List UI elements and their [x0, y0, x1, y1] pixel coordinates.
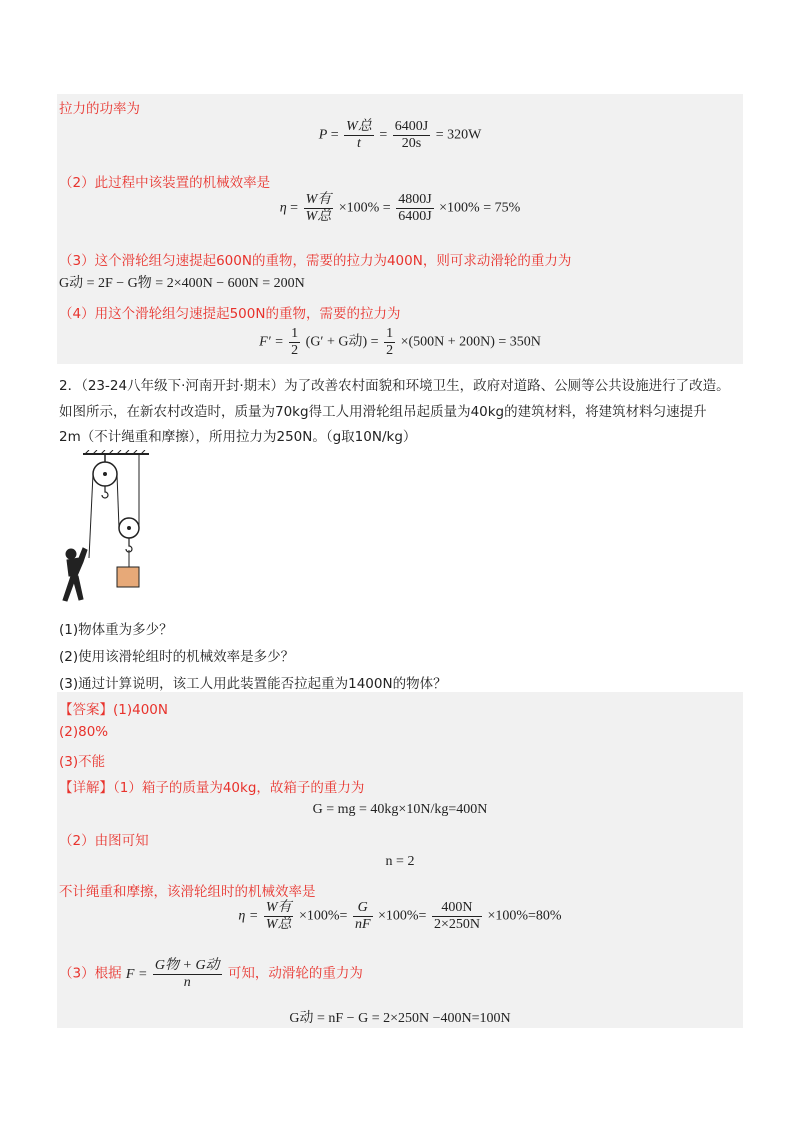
power-formula: P = $\frac{\text{W总}}{t}$ = $\frac{6400J}{20s}$ = 320W: [318, 119, 482, 151]
question-2-line2: 如图所示，在新农村改造时，质量为70kg得工人用滑轮组吊起质量为40kg的建筑材料，将建筑材料匀速提升: [59, 404, 707, 420]
answer-tag: 【答案】: [59, 702, 113, 718]
efficiency-formula: η = $\frac{\text{W有}}{\text{W总}}$ ×100% = $\frac{4800J}{6400J}$ ×100% = 75%: [279, 192, 521, 224]
efficiency-80-formula: η = $\frac{\text{W有}}{\text{W总}}$ ×100%= $\frac{G}{nF}$ ×100%= $\frac{400N}{2\times 250N}$ ×100%=80%: [238, 900, 562, 932]
q3-label: （3）这个滑轮组匀速提起600N的重物，需要的拉力为400N，则可求动滑轮的重力为: [59, 253, 572, 269]
answer-line-1: 【答案】(1)400N: [59, 702, 168, 718]
sub-question-1: (1)物体重为多少？: [59, 622, 173, 638]
gravity-formula: G = mg = 40kg×10N/kg=400N: [312, 802, 488, 817]
answer-line-2: (2)80%: [59, 724, 109, 740]
detail-line-1: 【详解】（1）箱子的质量为40kg，故箱子的重力为: [59, 780, 365, 796]
pulley-diagram: [57, 450, 157, 610]
detail-line-3: （3）根据 F = $\frac{\text{G物 + G动}}{n}$ 可知，动滑轮的重力为: [59, 958, 363, 990]
question-2-line3: 2m（不计绳重和摩擦），所用拉力为250N。（g取10N/kg）: [59, 429, 417, 445]
power-label: 拉力的功率为: [59, 101, 140, 117]
sub-question-2: (2)使用该滑轮组时的机械效率是多少？: [59, 649, 295, 665]
q4-label: （4）用这个滑轮组匀速提起500N的重物，需要的拉力为: [59, 306, 401, 322]
sub-question-3: (3)通过计算说明，该工人用此装置能否拉起重为1400N的物体？: [59, 676, 447, 692]
q2-efficiency-label: （2）此过程中该装置的机械效率是: [59, 175, 271, 191]
detail-tag: 【详解】: [59, 780, 113, 796]
q3-formula: G动 = 2F − G物 = 2×400N − 600N = 200N: [59, 276, 305, 291]
q4-formula: F′ = $\frac{1}{2}$ (G′ + G动) = $\frac{1}{2}$ ×(500N + 200N) = 350N: [259, 326, 541, 358]
detail-line-2: （2）由图可知: [59, 833, 149, 849]
moving-pulley-gravity-formula: G动 = nF − G = 2×250N −400N=100N: [289, 1011, 511, 1026]
detail-line-2b: 不计绳重和摩擦，该滑轮组时的机械效率是: [59, 884, 316, 900]
question-2-line1: 2．（23-24八年级下·河南开封·期末）为了改善农村面貌和环境卫生，政府对道路、公厕等公共设施进行了改造。: [59, 378, 730, 394]
answer-line-3: (3)不能: [59, 754, 106, 770]
n-formula: n = 2: [385, 854, 415, 869]
